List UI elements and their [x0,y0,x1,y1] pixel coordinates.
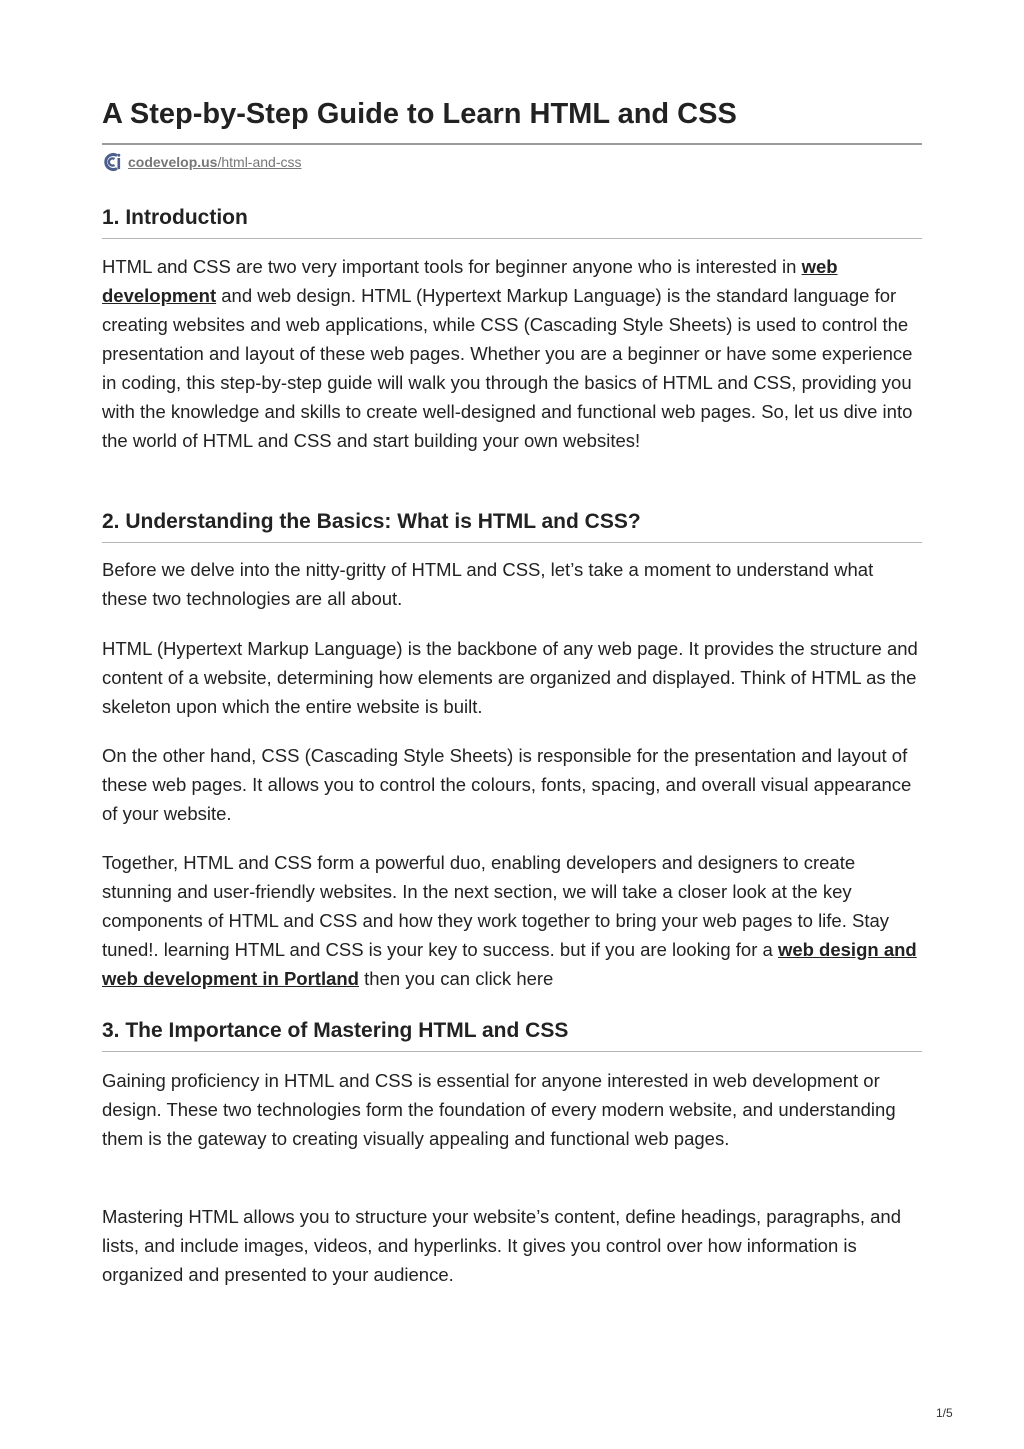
page-number: 1/5 [936,1406,953,1420]
importance-paragraph-1: Gaining proficiency in HTML and CSS is essential for anyone interested in web development or design. These two technologies form the foundation of every modern website, and understanding them is the gateway to creating visually appealing and functional web pages. [102,1070,896,1149]
web-development-link[interactable]: web development [102,256,838,306]
basics-paragraph-4 [102,848,922,993]
paragraph-text: Together, HTML and CSS form a powerful duo, enabling developers and designers to create stunning and user-friendly websites. In the next section, we will take a closer look at the key components of HTML and CSS and how they work together to bring your web pages to life. Stay tuned!. learning HTML and CSS is your key to success. but if you are looking for a [102,852,890,960]
section-heading-introduction: 1. Introduction [102,204,922,239]
portland-web-design-link[interactable]: web design and web development in Portland [102,939,917,989]
source-domain: codevelop.us [128,154,218,170]
paragraph-text: and web design. HTML (Hypertext Markup Language) is the standard language for creating websites and web applications, while CSS (Cascading Style Sheets) is used to control the presentation and layout of these web pages. Whether you are a beginner or have some experience in coding, this step-by-step guide will walk you through the basics of HTML and CSS, providing you with the knowledge and skills to create well-designed and functional web pages. So, let us dive into the world of HTML and CSS and start building your own websites! [102,285,913,451]
section-heading-importance: 3. The Importance of Mastering HTML and CSS [102,1017,922,1052]
source-path: /html-and-css [217,154,302,170]
title-divider [102,143,922,145]
codevelop-logo-icon [102,152,122,172]
paragraph-text: then you can click here [358,968,554,989]
intro-paragraph [102,252,922,455]
basics-paragraph-2: HTML (Hypertext Markup Language) is the backbone of any web page. It provides the structure and content of a website, determining how elements are organized and displayed. Think of HTML as the skeleton upon which the entire website is built. [102,638,918,717]
basics-paragraph-1: Before we delve into the nitty-gritty of HTML and CSS, let’s take a moment to understand what these two technologies are all about. [102,559,874,609]
source-link[interactable] [128,154,302,170]
paragraph-text: HTML and CSS are two very important tools for beginner anyone who is interested in [102,256,802,277]
page-title: A Step-by-Step Guide to Learn HTML and CSS [102,98,737,130]
source-line [102,152,302,172]
basics-paragraph-3: On the other hand, CSS (Cascading Style Sheets) is responsible for the presentation and layout of these web pages. It allows you to control the colours, fonts, spacing, and overall visual appearance of your website. [102,745,912,824]
importance-paragraph-2: Mastering HTML allows you to structure your website’s content, define headings, paragraphs, and lists, and include images, videos, and hyperlinks. It gives you control over how information is organized and presented to your audience. [102,1206,902,1285]
section-heading-basics: 2. Understanding the Basics: What is HTML and CSS? [102,508,922,543]
